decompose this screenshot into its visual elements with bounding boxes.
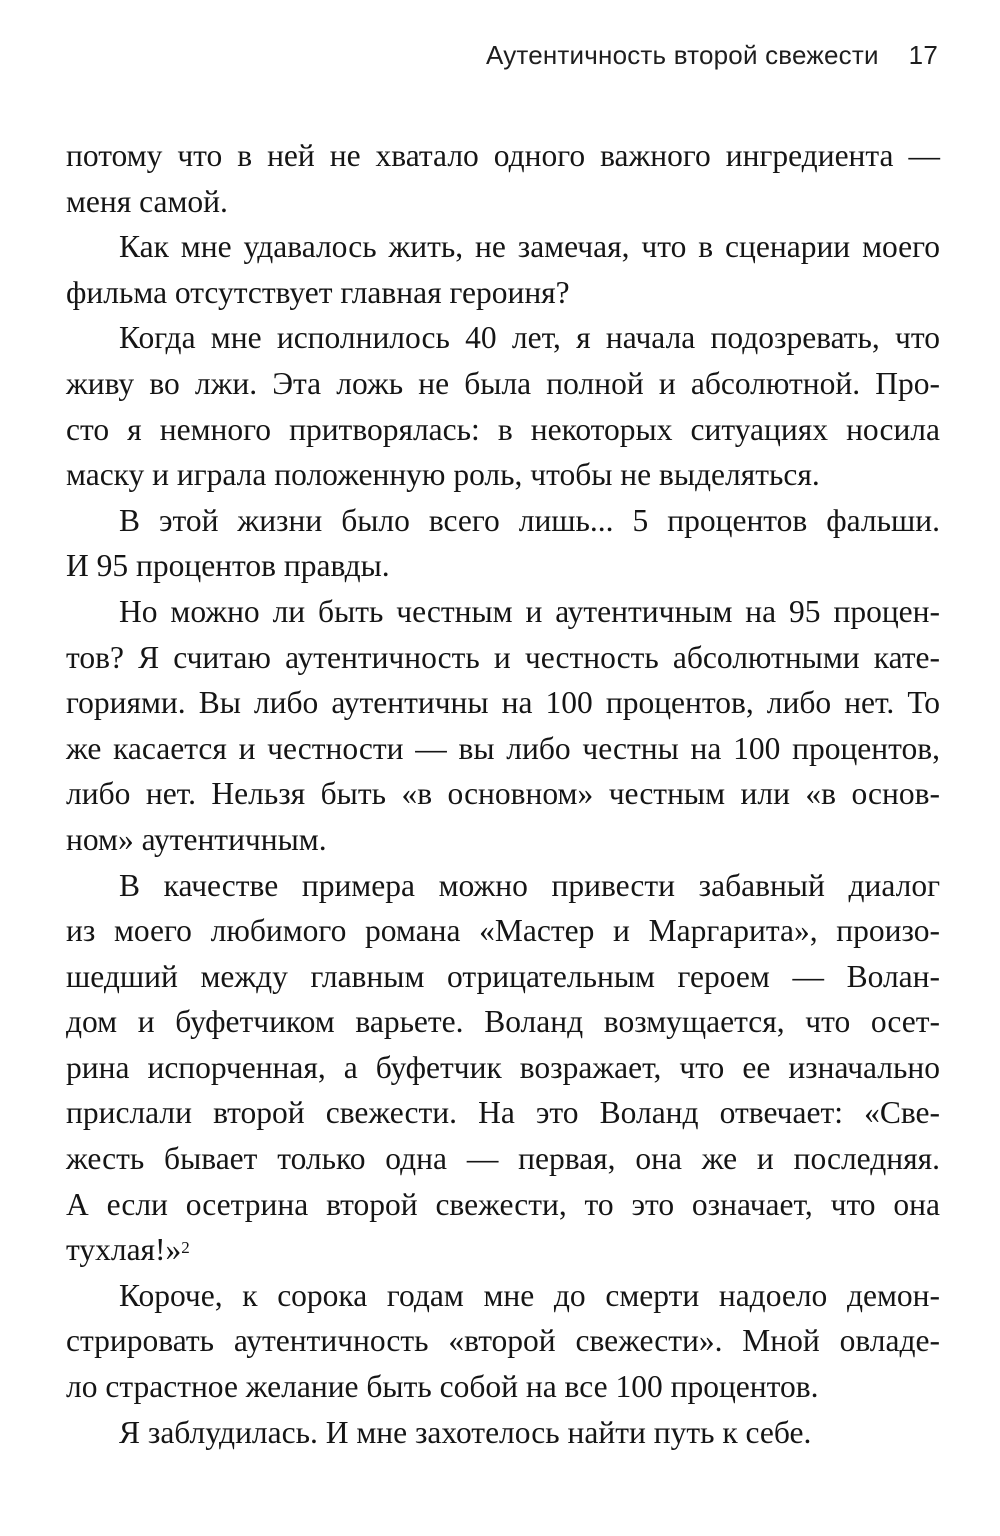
text-line: либо нет. Нельзя быть «в основном» честным или «в основ-	[66, 776, 940, 812]
text-line: фильма отсутствует главная героиня?	[66, 274, 570, 310]
text-line: ло страстное желание быть собой на все 100 процентов.	[66, 1369, 819, 1405]
text-line: Как мне удавалось жить, не замечая, что в сценарии моего	[119, 229, 940, 265]
text-line: же касается и честности — вы либо честны на 100 процентов,	[66, 730, 940, 766]
running-head	[486, 40, 938, 71]
text-line: рина испорченная, а буфетчик возражает, что ее изначально	[66, 1049, 940, 1085]
text-line: А если осетрина второй свежести, то это означает, что она	[66, 1186, 940, 1222]
paragraph	[66, 1410, 940, 1456]
text-line: И 95 процентов правды.	[66, 548, 390, 584]
text-line: прислали второй свежести. На это Воланд отвечает: «Све-	[66, 1095, 940, 1131]
paragraph	[66, 315, 940, 497]
text-line: тов? Я считаю аутентичность и честность абсолютными кате-	[66, 639, 940, 675]
text-line-with-footnote	[66, 1227, 940, 1273]
page-number: 17	[908, 40, 938, 70]
text-line: дом и буфетчиком варьете. Воланд возмущается, что осет-	[66, 1004, 940, 1040]
body-text	[66, 133, 940, 1455]
text-line: стрировать аутентичность «второй свежести». Мной овладе-	[66, 1323, 940, 1359]
text-line: Я заблудилась. И мне захотелось найти путь к себе.	[119, 1414, 812, 1450]
paragraph	[66, 498, 940, 589]
text-line: В качестве примера можно привести забавный диалог	[119, 867, 940, 903]
text-line: Короче, к сорока годам мне до смерти надоело демон-	[119, 1277, 940, 1313]
text-line: из моего любимого романа «Мастер и Маргарита», произо-	[66, 913, 940, 949]
paragraph	[66, 589, 940, 863]
text-line: гориями. Вы либо аутентичны на 100 процентов, либо нет. То	[66, 685, 940, 721]
paragraph	[66, 863, 940, 1273]
text-line: Но можно ли быть честным и аутентичным на 95 процен-	[119, 593, 940, 629]
text-line: ном» аутентичным.	[66, 821, 327, 857]
text-line: потому что в ней не хватало одного важного ингредиента —	[66, 138, 940, 173]
text-line: шедший между главным отрицательным героем — Волан-	[66, 958, 940, 994]
footnote-marker[interactable]: 2	[181, 1238, 190, 1258]
text-line: В этой жизни было всего лишь... 5 процентов фальши.	[119, 502, 940, 538]
text-line: меня самой.	[66, 183, 228, 219]
text-line: Когда мне исполнилось 40 лет, я начала подозревать, что	[119, 320, 940, 356]
text-line: маску и играла положенную роль, чтобы не выделяться.	[66, 457, 820, 493]
paragraph	[66, 133, 940, 224]
paragraph	[66, 1273, 940, 1410]
text-line: живу во лжи. Эта ложь не была полной и абсолютной. Про-	[66, 365, 940, 401]
running-title: Аутентичность второй свежести	[485, 40, 879, 70]
text-line: тухлая!»	[66, 1232, 182, 1268]
paragraph	[66, 224, 940, 315]
text-line: жесть бывает только одна — первая, она же и последняя.	[66, 1141, 940, 1177]
text-line: сто я немного притворялась: в некоторых ситуациях носила	[66, 411, 940, 447]
